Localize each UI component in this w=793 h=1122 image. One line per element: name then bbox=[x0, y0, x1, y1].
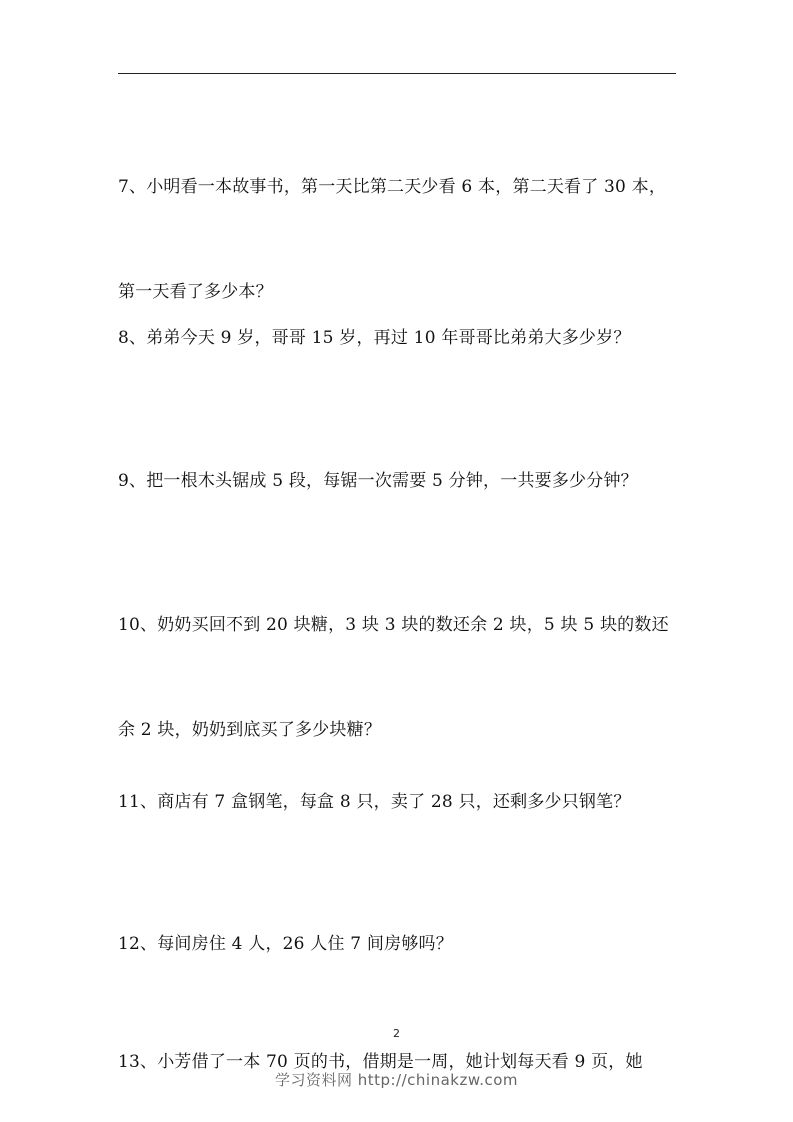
question-line: 12、每间房住 4 人，26 人住 7 间房够吗？ bbox=[118, 934, 453, 954]
question-line: 第一天看了多少本？ bbox=[118, 282, 273, 302]
header-rule bbox=[118, 73, 676, 74]
question-13 bbox=[118, 975, 678, 1115]
question-line: 10、奶奶买回不到 20 块糖，3 块 3 块的数还余 2 块，5 块 5 块的数还 bbox=[118, 615, 669, 635]
question-line: 余 2 块，奶奶到底买了多少块糖？ bbox=[118, 720, 382, 740]
question-line: 11、商店有 7 盒钢笔，每盒 8 只，卖了 28 只，还剩多少只钢笔？ bbox=[118, 792, 631, 812]
question-9 bbox=[118, 394, 678, 534]
question-line: 7、小明看一本故事书，第一天比第二天少看 6 本，第二天看了 30 本， bbox=[118, 177, 667, 197]
footer-watermark: 学习资料网 http://chinakzw.com bbox=[274, 1071, 519, 1089]
question-8 bbox=[118, 251, 678, 391]
question-11 bbox=[118, 715, 678, 855]
question-line: 9、把一根木头锯成 5 段，每锯一次需要 5 分钟，一共要多少分钟？ bbox=[118, 471, 638, 491]
question-line: 13、小芳借了一本 70 页的书，借期是一周，她计划每天看 9 页，她 bbox=[118, 1052, 643, 1072]
question-line: 8、弟弟今天 9 岁，哥哥 15 岁，再过 10 年哥哥比弟弟大多少岁？ bbox=[118, 328, 631, 348]
page-number: 2 bbox=[393, 1027, 400, 1040]
